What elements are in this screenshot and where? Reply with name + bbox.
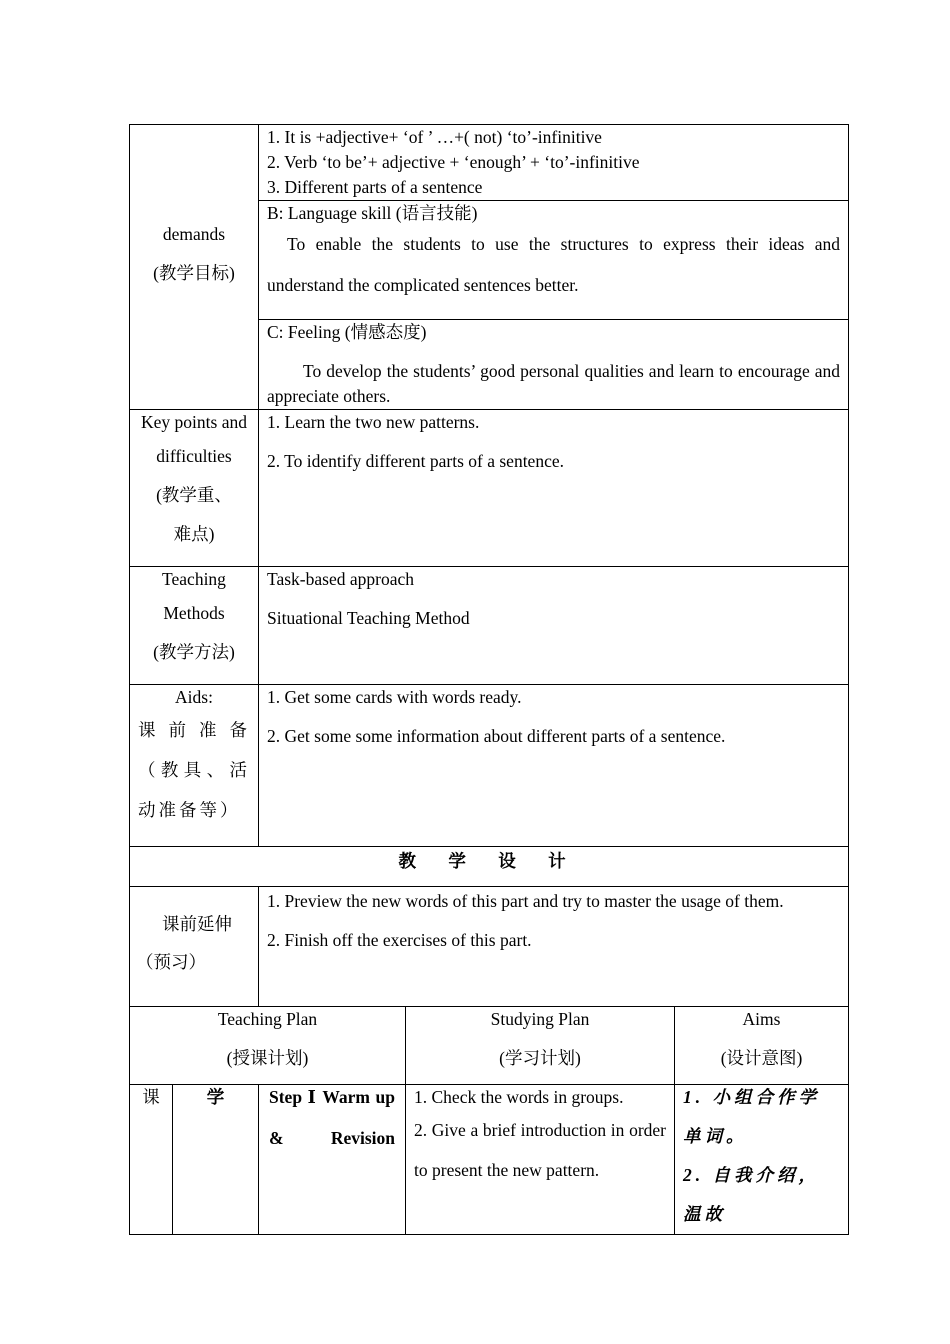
aid-item: 2. Get some some information about different parts of a sentence. xyxy=(267,726,726,746)
key-points-label: (教学重、 xyxy=(156,485,232,505)
preview-item: 1. Preview the new words of this part and try to master the usage of them. xyxy=(267,891,784,911)
knowledge-item: 1. It is +adjective+ ‘of ’ …+( not) ‘to’-infinitive xyxy=(267,127,602,147)
row1-step xyxy=(259,1085,406,1235)
feeling-cell xyxy=(259,320,849,410)
methods-label: Methods xyxy=(163,603,225,623)
preview-label: 课前延伸 xyxy=(162,914,232,934)
preview-label-cell xyxy=(130,887,259,1007)
skill-cell xyxy=(259,201,849,320)
key-point-item: 1. Learn the two new patterns. xyxy=(267,412,480,432)
aid-item: 1. Get some cards with words ready. xyxy=(267,687,522,707)
demands-label-en: demands xyxy=(162,224,226,244)
knowledge-item: 3. Different parts of a sentence xyxy=(267,177,483,197)
key-points-cell xyxy=(259,410,849,567)
methods-label-cell xyxy=(130,567,259,685)
skill-title: B: Language skill (语言技能) xyxy=(267,203,478,223)
preview-item: 2. Finish off the exercises of this part. xyxy=(267,930,532,950)
aim-item: 1. 小组合作学单词。 xyxy=(683,1087,820,1146)
demands-label-cn: (教学目标) xyxy=(153,263,235,283)
preview-cell xyxy=(259,887,849,1007)
key-points-label: Key points and xyxy=(141,412,247,432)
method-item: Situational Teaching Method xyxy=(267,608,470,628)
aids-label-en: Aids: xyxy=(175,687,213,707)
aim-item: 2. 自我介绍，温故 xyxy=(683,1165,820,1224)
row1-study xyxy=(406,1085,675,1235)
methods-label: Teaching xyxy=(162,569,226,589)
row1-col1: 课 xyxy=(130,1085,173,1235)
knowledge-item: 2. Verb ‘to be’+ adjective + ‘enough’ + ‘to’-infinitive xyxy=(267,152,640,172)
aids-label-cell xyxy=(130,685,259,847)
key-point-item: 2. To identify different parts of a sentence. xyxy=(267,451,564,471)
key-points-label: difficulties xyxy=(156,446,232,466)
aims-label-cn: (设计意图) xyxy=(720,1048,803,1068)
method-item: Task-based approach xyxy=(267,569,414,589)
aids-cell xyxy=(259,685,849,847)
design-title: 教 学 设 计 xyxy=(130,847,849,887)
teaching-plan-label-cn: (授课计划) xyxy=(226,1048,309,1068)
aims-header xyxy=(675,1007,849,1085)
row1-col2: 学 xyxy=(173,1085,259,1235)
row1-aims xyxy=(675,1085,849,1235)
study-item: 2. Give a brief introduction in order to present the new pattern. xyxy=(414,1120,666,1180)
methods-label: (教学方法) xyxy=(153,642,235,662)
studying-plan-header xyxy=(406,1007,675,1085)
studying-plan-label: Studying Plan xyxy=(490,1009,590,1029)
study-item: 1. Check the words in groups. xyxy=(414,1087,624,1107)
skill-text: To enable the students to use the structures to express their ideas and understand the complicated sentences better. xyxy=(267,234,841,295)
teaching-plan-header xyxy=(130,1007,406,1085)
feeling-title: C: Feeling (情感态度) xyxy=(267,322,427,342)
teaching-plan-label: Teaching Plan xyxy=(217,1009,318,1029)
knowledge-cell xyxy=(259,125,849,201)
key-points-label: 难点) xyxy=(173,524,215,544)
preview-label: （预习） xyxy=(136,952,206,972)
demands-label-cell xyxy=(130,125,259,410)
methods-cell xyxy=(259,567,849,685)
step-title: Step Ⅰ Warm up & Revision xyxy=(269,1087,395,1148)
studying-plan-label-cn: (学习计划) xyxy=(499,1048,581,1068)
lesson-plan-table xyxy=(129,124,849,1235)
feeling-text: To develop the students’ good personal qualities and learn to encourage and appreciate others. xyxy=(267,361,841,406)
key-points-label-cell xyxy=(130,410,259,567)
aims-label: Aims xyxy=(742,1009,781,1029)
aids-label-cn: 课前准备（教具、活动准备等） xyxy=(138,720,250,820)
